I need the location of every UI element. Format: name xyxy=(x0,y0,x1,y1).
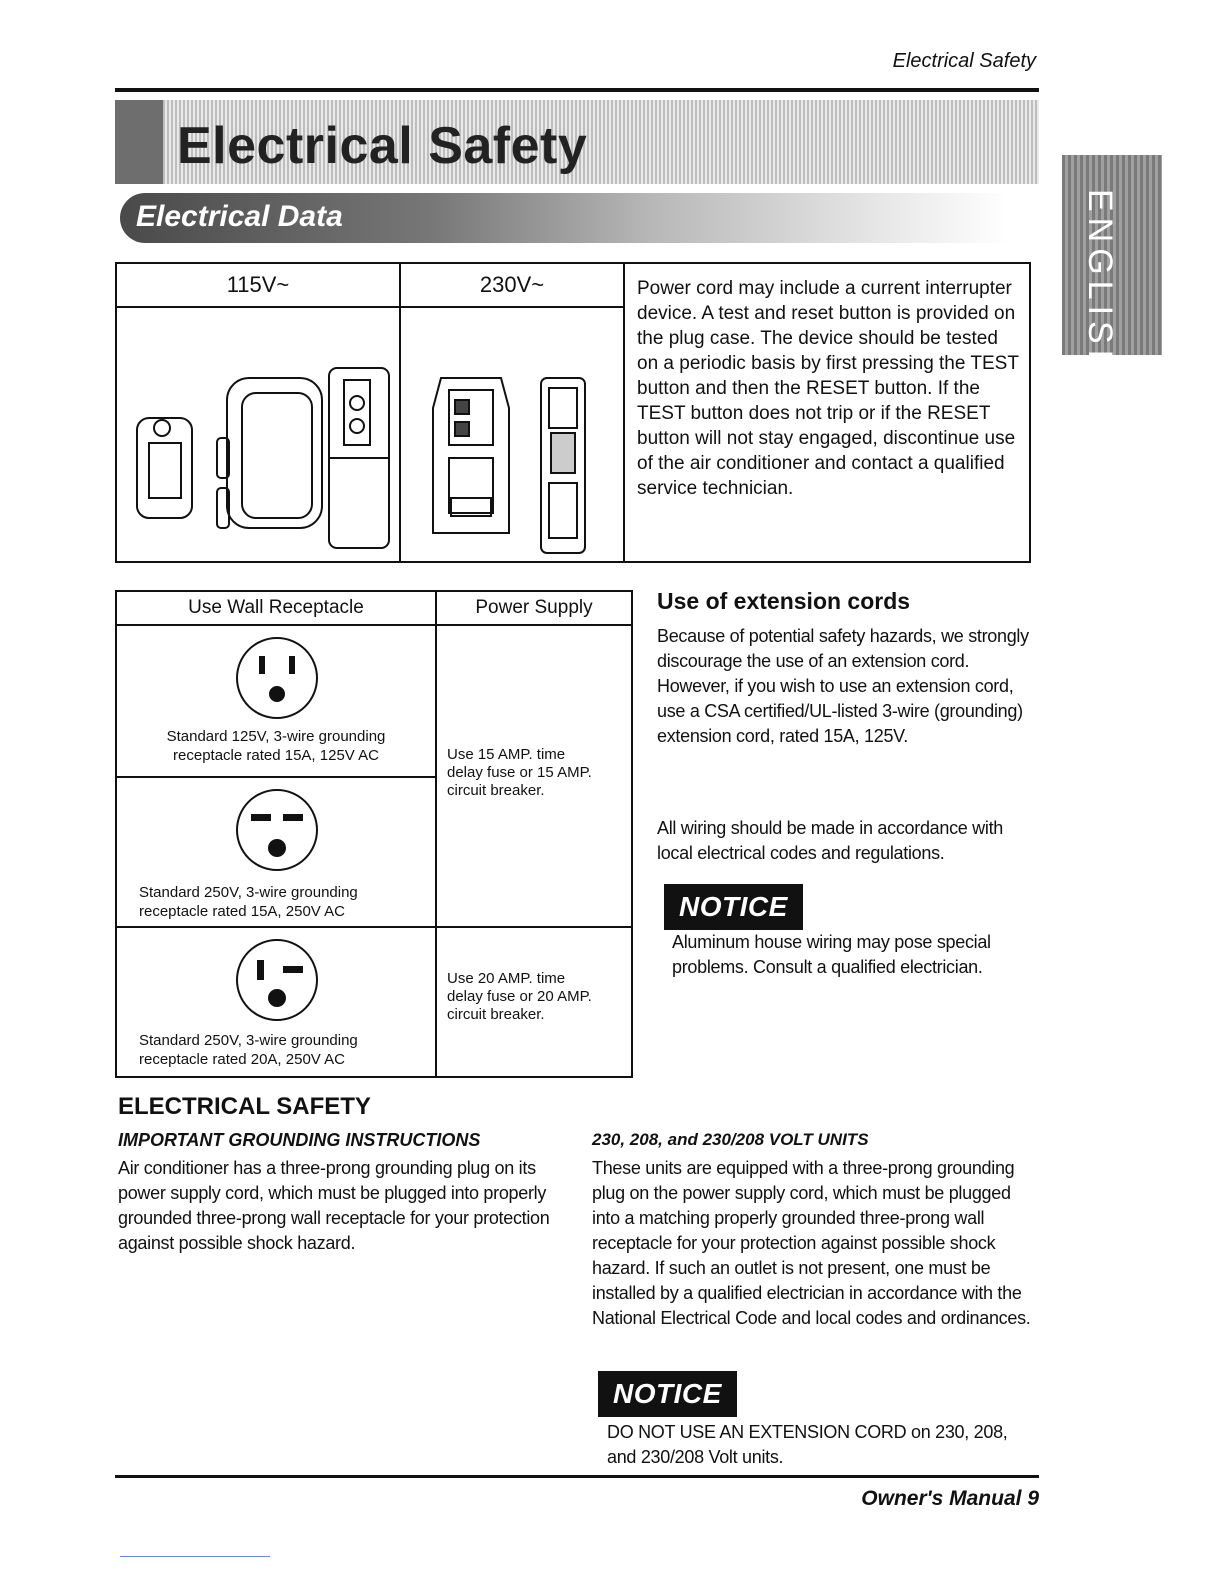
receptacle-125v-15a-icon xyxy=(117,626,435,722)
safety-heading: ELECTRICAL SAFETY xyxy=(118,1093,371,1120)
extension-paragraph-1: Because of potential safety hazards, we strongly discourage the use of an extension cord. However, if you wish to use an extension cord, use a CSA certified/UL-listed 3-wire (grounding) extension cord, rated 15A, 125V. xyxy=(657,626,1029,746)
notice-badge-2: NOTICE xyxy=(600,1373,735,1415)
page-title: Electrical Safety xyxy=(177,117,588,175)
receptacle-row-1 xyxy=(116,625,436,777)
grounding-paragraph: Air conditioner has a three-prong grounding plug on its power supply cord, which must be plugged into properly grounded three-prong wall receptacle for your protection against possible shock hazard. xyxy=(118,1158,550,1253)
supply-15a-line3: circuit breaker. xyxy=(447,782,545,799)
receptacle-3-caption-line1: Standard 250V, 3-wire grounding xyxy=(139,1032,358,1049)
volt-units-paragraph: These units are equipped with a three-prong grounding plug on the power supply cord, which must be plugged into a matching properly grounded three-prong wall receptacle for your protection against possible shock hazard. If such an outlet is not present, one must be installed by a qualified electrician in accordance with the National Electrical Code and local codes and ordinances. xyxy=(592,1158,1031,1328)
supply-15a-line2: delay fuse or 15 AMP. xyxy=(447,764,592,781)
supply-20a-line2: delay fuse or 20 AMP. xyxy=(447,988,592,1005)
receptacle-2-caption-line2: receptacle rated 15A, 250V AC xyxy=(139,903,345,920)
receptacle-1-caption-line1: Standard 125V, 3-wire grounding xyxy=(166,728,386,745)
voltage-table xyxy=(115,262,1031,563)
scan-artifact-line xyxy=(120,1556,270,1557)
volt-units-subheading: 230, 208, and 230/208 VOLT UNITS xyxy=(592,1130,869,1149)
extension-paragraph-2: All wiring should be made in accordance with local electrical codes and regulations. xyxy=(657,818,1003,863)
receptacle-table xyxy=(115,590,633,1078)
grounding-subheading: IMPORTANT GROUNDING INSTRUCTIONS xyxy=(118,1130,481,1150)
header-rule xyxy=(115,88,1039,92)
plug-115-icon xyxy=(117,308,399,556)
voltage-115-header: 115V~ xyxy=(116,263,400,307)
banner-tab-block xyxy=(115,100,163,184)
supply-15a-line1: Use 15 AMP. time xyxy=(447,746,566,763)
language-tab xyxy=(1062,155,1162,381)
plug-230-illustration xyxy=(400,307,624,562)
receptacle-row-3 xyxy=(116,927,436,1077)
receptacle-row-2 xyxy=(116,777,436,927)
running-header: Electrical Safety xyxy=(892,50,1036,72)
section-title: Electrical Data xyxy=(136,200,343,233)
power-supply-header: Power Supply xyxy=(436,591,632,625)
interrupter-description: Power cord may include a current interrupter device. A test and reset button is provided on the plug case. The device should be tested on a periodic basis by first pressing the TEST button and then the RESET button. If the TEST button does not trip or if the RESET button will not stay engaged, discontinue use of the air conditioner and contact a qualified service technician. xyxy=(624,263,1030,562)
receptacle-250v-15a-icon xyxy=(117,778,435,878)
power-supply-cell-1 xyxy=(436,625,632,927)
notice-2-text: DO NOT USE AN EXTENSION CORD on 230, 208, and 230/208 Volt units. xyxy=(607,1422,1008,1467)
notice-badge-1: NOTICE xyxy=(666,886,801,928)
receptacle-1-caption-line2: receptacle rated 15A, 125V AC xyxy=(173,747,379,764)
plug-230-icon xyxy=(401,308,623,556)
receptacle-3-caption-line2: receptacle rated 20A, 250V AC xyxy=(139,1051,345,1068)
notice-1-text: Aluminum house wiring may pose special problems. Consult a qualified electrician. xyxy=(672,932,991,977)
voltage-230-header: 230V~ xyxy=(400,263,624,307)
footer-rule xyxy=(115,1475,1039,1478)
plug-115-illustration xyxy=(116,307,400,562)
page-footer: Owner's Manual 9 xyxy=(861,1487,1039,1510)
extension-heading: Use of extension cords xyxy=(657,588,911,614)
supply-20a-line1: Use 20 AMP. time xyxy=(447,970,566,987)
power-supply-cell-2 xyxy=(436,927,632,1077)
receptacle-250v-20a-icon xyxy=(117,928,435,1026)
language-tab-label: ENGLISH xyxy=(1081,189,1119,381)
supply-20a-line3: circuit breaker. xyxy=(447,1006,545,1023)
receptacle-2-caption-line1: Standard 250V, 3-wire grounding xyxy=(139,884,358,901)
title-banner xyxy=(115,100,1039,184)
receptacle-header: Use Wall Receptacle xyxy=(116,591,436,625)
